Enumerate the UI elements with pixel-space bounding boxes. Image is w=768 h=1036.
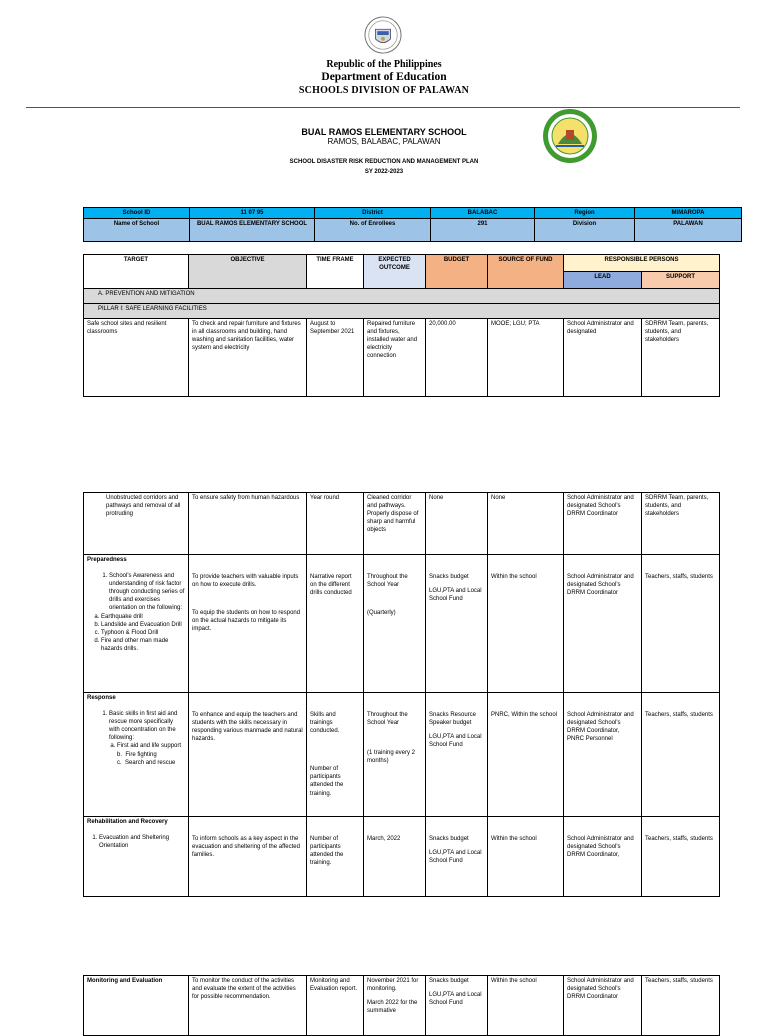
list-item: c. Search and rescue: [117, 759, 176, 766]
table-row: [84, 817, 720, 897]
table-row: [84, 555, 720, 693]
skills-sublist: [87, 751, 185, 767]
cell-time: Monitoring and Evaluation report.: [307, 976, 364, 1036]
cell-support: SDRRM Team, parents, students, and stakeholders: [642, 319, 720, 397]
list-item: a. First aid and life support: [117, 742, 185, 750]
cell-objective: [189, 555, 307, 693]
budget-line: LGU,PTA and Local School Fund: [429, 734, 482, 749]
cell-time: Year round: [307, 493, 364, 555]
cell-target: [84, 693, 189, 817]
col-budget: BUDGET: [426, 255, 488, 289]
time-line: Skills and trainings conducted.: [310, 712, 340, 735]
cell-time: Number of participants attended the training.: [307, 817, 364, 897]
table-row: [84, 319, 720, 397]
section-rehabilitation: Rehabilitation and Recovery: [87, 819, 168, 825]
school-name: BUAL RAMOS ELEMENTARY SCHOOL: [301, 127, 467, 137]
budget-line: LGU,PTA and Local School Fund: [429, 588, 482, 603]
cell-lead: School Administrator and designated: [564, 319, 642, 397]
objective-line: To provide teachers with valuable inputs on how to execute drills.: [192, 574, 299, 589]
list-item: b. Landslide and Evacuation Drill: [101, 621, 185, 629]
republic-header: Republic of the Philippines: [326, 59, 442, 70]
list-item: 1. Evacuation and Sheltering Orientation: [99, 834, 185, 850]
cell-budget: [426, 976, 488, 1036]
list-item: 1. Basic skills in first aid and rescue more specifically with concentration on the following:: [109, 710, 185, 742]
cell-budget: [426, 693, 488, 817]
cell-objective: To inform schools as a key aspect in the evacuation and sheltering of the affected families.: [189, 817, 307, 897]
col-objective: OBJECTIVE: [189, 255, 307, 289]
col-target: TARGET: [84, 255, 189, 289]
cell-outcome: Repaired furniture and fixtures, installed water and electricity connection: [364, 319, 426, 397]
col-time-frame: TIME FRAME: [307, 255, 364, 289]
division-label: Division: [535, 219, 635, 242]
cell-outcome: [364, 555, 426, 693]
enrollees-label: No. of Enrollees: [315, 219, 431, 242]
school-year: SY 2022-2023: [364, 169, 404, 175]
cell-support: Teachers, staffs, students: [642, 817, 720, 897]
cell-source: Within the school: [488, 817, 564, 897]
cell-outcome: [364, 976, 426, 1036]
cell-objective: To monitor the conduct of the activities and evaluate the extent of the activities for possible recommendation.: [189, 976, 307, 1036]
time-line: Number of participants attended the training.: [310, 766, 344, 797]
section-response: Response: [87, 695, 116, 701]
school-logo-icon: [540, 106, 600, 166]
section-pillar1: PILLAR I: SAFE LEARNING FACILITIES: [84, 304, 720, 319]
cell-target: Unobstructed corridors and pathways and removal of all protruding: [84, 493, 189, 555]
cell-target: [84, 555, 189, 693]
rehab-list: [87, 834, 185, 850]
cell-source: Within the school: [488, 976, 564, 1036]
list-item: 1. School's Awareness and understanding of risk factor through conducting series of drills and exercises orientation on the following:: [109, 572, 185, 612]
drill-list: [87, 613, 185, 653]
response-list: [87, 710, 185, 742]
cell-target: Safe school sites and resilient classrooms: [84, 319, 189, 397]
plan-table-page1: [83, 254, 720, 397]
list-item: c. Typhoon & Flood Drill: [101, 629, 185, 637]
region-value: MIMAROPA: [635, 208, 742, 219]
list-item: a. Earthquake drill: [101, 613, 185, 621]
cell-outcome: Cleaned corridor and pathways. Properly dispose of sharp and harmful objects: [364, 493, 426, 555]
school-info-table: [83, 207, 742, 242]
header-divider: [26, 107, 740, 108]
outcome-line: November 2021 for monitoring.: [367, 978, 419, 993]
col-support: SUPPORT: [642, 272, 720, 289]
department-header: Department of Education: [321, 71, 447, 83]
cell-support: Teachers, staffs, students: [642, 693, 720, 817]
table-row: [84, 693, 720, 817]
cell-objective: To enhance and equip the teachers and students with the skills necessary in responding various manmade and natural hazards.: [189, 693, 307, 817]
col-responsible-persons: RESPONSIBLE PERSONS: [564, 255, 720, 272]
budget-line: Snacks budget: [429, 836, 469, 842]
list-item: b. Fire fighting: [117, 751, 157, 758]
cell-outcome: March, 2022: [364, 817, 426, 897]
cell-lead: School Administrator and designated School's DRRM Coordinator,: [564, 817, 642, 897]
cell-time: August to September 2021: [307, 319, 364, 397]
cell-lead: School Administrator and designated School's DRRM Coordinator: [564, 976, 642, 1036]
cell-source: MOOE; LGU; PTA: [488, 319, 564, 397]
plan-table-page2: [83, 492, 720, 897]
cell-lead: School Administrator and designated School's DRRM Coordinator: [564, 493, 642, 555]
table-row: [84, 493, 720, 555]
district-value: BALABAC: [431, 208, 535, 219]
budget-line: LGU,PTA and Local School Fund: [429, 850, 482, 865]
list-item: d. Fire and other man made hazards drills.: [101, 637, 185, 653]
section-preparedness: Preparedness: [87, 557, 127, 563]
cell-objective: To check and repair furniture and fixtures in all classrooms and building, hand washing and sanitation facilities, water system and electricity: [189, 319, 307, 397]
school-address: RAMOS, BALABAC, PALAWAN: [327, 137, 441, 146]
region-label: Region: [535, 208, 635, 219]
outcome-line: Throughout the School Year: [367, 712, 408, 727]
col-lead: LEAD: [564, 272, 642, 289]
school-name-value: BUAL RAMOS ELEMENTARY SCHOOL: [190, 219, 315, 242]
deped-seal-icon: [364, 16, 402, 54]
outcome-line: (1 training every 2 months): [367, 750, 416, 765]
section-prevention: A. PREVENTION AND MITIGATION: [84, 289, 720, 304]
school-id-value: 11 07 95: [190, 208, 315, 219]
table-row: [84, 976, 720, 1036]
cell-budget: 20,000.00: [426, 319, 488, 397]
plan-title: SCHOOL DISASTER RISK REDUCTION AND MANAGEMENT PLAN: [289, 159, 479, 165]
skills-list: [87, 742, 185, 750]
cell-support: Teachers, staffs, students: [642, 555, 720, 693]
budget-line: LGU,PTA and Local School Fund: [429, 992, 482, 1007]
cell-lead: School Administrator and designated School's DRRM Coordinator: [564, 555, 642, 693]
section-monitoring: Monitoring and Evaluation: [84, 976, 189, 1036]
division-header: SCHOOLS DIVISION OF PALAWAN: [298, 85, 470, 96]
cell-source: Within the school: [488, 555, 564, 693]
cell-budget: None: [426, 493, 488, 555]
cell-source: PNRC, Within the school: [488, 693, 564, 817]
cell-support: Teachers, staffs, students: [642, 976, 720, 1036]
cell-budget: [426, 555, 488, 693]
outcome-line: March 2022 for the summative: [367, 1000, 418, 1015]
outcome-line: Throughout the School Year: [367, 574, 408, 589]
plan-table-page3: [83, 975, 720, 1036]
outcome-line: (Quarterly): [367, 610, 396, 617]
cell-support: SDRRM Team, parents, students, and stakeholders: [642, 493, 720, 555]
school-name-label: Name of School: [84, 219, 190, 242]
preparedness-list: [87, 572, 185, 612]
budget-line: Snacks Resource Speaker budget: [429, 712, 477, 727]
cell-outcome: [364, 693, 426, 817]
cell-budget: [426, 817, 488, 897]
budget-line: Snacks budget: [429, 574, 469, 580]
cell-time: [307, 693, 364, 817]
cell-time: Narrative report on the different drills conducted: [307, 555, 364, 693]
cell-target: [84, 817, 189, 897]
col-expected-outcome: EXPECTED OUTCOME: [364, 255, 426, 289]
cell-lead: School Administrator and designated School's DRRM Coordinator, PNRC Personnel: [564, 693, 642, 817]
school-id-label: School ID: [84, 208, 190, 219]
objective-line: To equip the students on how to respond on the actual hazards to mitigate its impact.: [192, 610, 301, 633]
col-source-of-fund: SOURCE OF FUND: [488, 255, 564, 289]
enrollees-value: 291: [431, 219, 535, 242]
budget-line: Snacks budget: [429, 978, 469, 984]
cell-objective: To ensure safety from human hazardous: [189, 493, 307, 555]
division-value: PALAWAN: [635, 219, 742, 242]
district-label: District: [315, 208, 431, 219]
cell-source: None: [488, 493, 564, 555]
